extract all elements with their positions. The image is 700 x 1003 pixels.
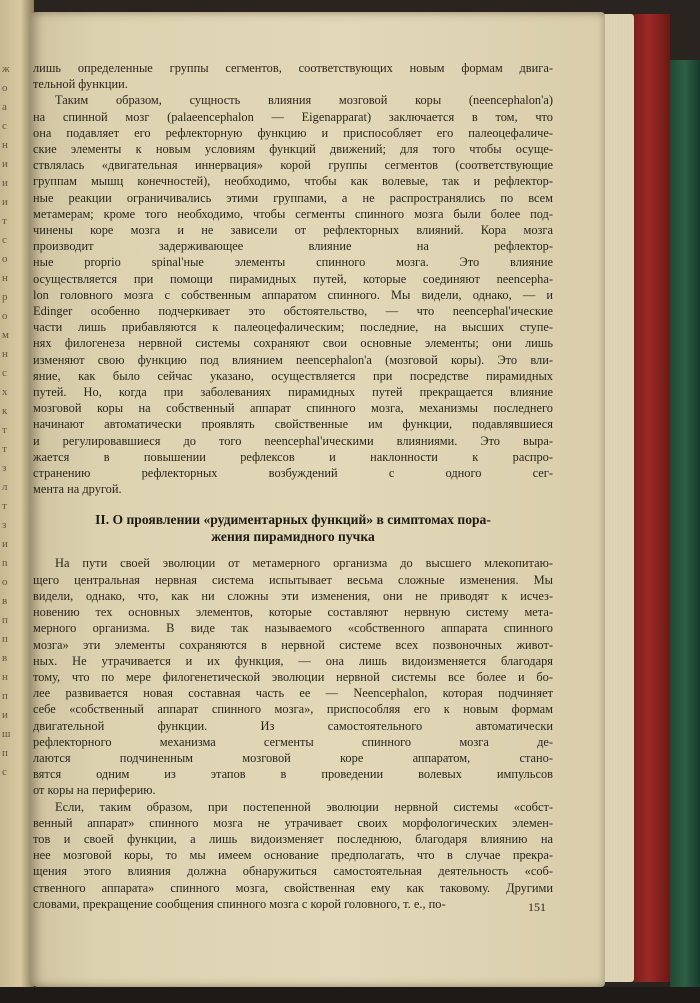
text-line: чинены коре мозга и не зависели от рефлекторных влияний. Кора мозга [33, 223, 553, 238]
text-line: новению тех основных элементов, которые составляют нервную систему мета- [33, 605, 553, 620]
text-line: двигательной функции. Из самостоятельного автоматически [33, 718, 553, 733]
text-line: нях филогенеза нервной системы сохраняют свои основные элементы; они лишь [33, 336, 553, 351]
text-line: группам мышц конечностей), необходимо, чтобы как волевые, так и рефлектор- [33, 174, 553, 189]
text-line: тов и своей функции, а лишь видоизменяет последнюю, благодаря влиянию на [33, 831, 553, 846]
bottom-shadow [0, 987, 700, 1003]
left-page-margin-text: ж о а с н и и и т с о н р о м н с х к т т з л т з и n о в п п в н п и ш п с [2, 63, 11, 778]
page-text [33, 60, 553, 912]
text-line: щения этого влияния должна обнаружиться самостоятельная деятельность «соб- [33, 864, 553, 879]
text-line: она подавляет его рефлекторную функцию и приспособляет его палеоцефаличе- [33, 125, 553, 140]
text-line: ские элементы к новым условиям функций движений; для того чтобы осуще- [33, 142, 553, 157]
section-title [33, 511, 553, 545]
page-number: 151 [528, 900, 546, 914]
text-line: нее мозговой коры, то мы имеем основание предполагать, что в случае прекра- [33, 848, 553, 863]
text-line: начинают автоматически проявлять свойственные им функции, подавлявшиеся [33, 417, 553, 432]
text-line: венный аппарат» спинного мозга не утрачивает своих морфологических элемен- [33, 815, 553, 830]
text-line: ных. Не утрачивается и их функция, — она лишь видоизменяется благодаря [33, 653, 553, 668]
paragraph-4 [33, 799, 553, 912]
book-cover-red [634, 14, 670, 982]
text-line: производит задерживающее влияние на рефлектор- [33, 239, 553, 254]
text-line: от коры на периферию. [33, 783, 156, 798]
text-line: тому, что по мере филогенетической эволюции нервной системы все более и бо- [33, 669, 553, 684]
left-page-edge [0, 0, 34, 1003]
text-line: тельной функции. [33, 77, 128, 92]
text-line: странению рефлекторных возбуждений с одного сег- [33, 466, 553, 481]
text-line: Edinger особенно подчеркивает это обстоятельство, — что neencephal'ические [33, 304, 553, 319]
text-line: вятся одним из этапов в проведении волевых импульсов [33, 767, 553, 782]
text-line: Если, таким образом, при постепенной эволюции нервной системы «собст- [55, 799, 553, 814]
text-line: ные proprio spinal'ные элементы спинного мозга. Это влияние [33, 255, 553, 270]
text-line: ственного аппарата» спинного мозга, свойственная ему как таковому. Другими [33, 880, 553, 895]
text-line: ствлялась «двигательная иннервация» корой группы сегментов (соответствующие [33, 158, 553, 173]
text-line: части лишь прибавляются к палеоцефалическим; последние, на высших ступе- [33, 320, 553, 335]
text-line: изменяют свою функцию под влиянием neencephalon'a (мозговой коры). Это вли- [33, 352, 553, 367]
text-line: мента на другой. [33, 482, 122, 497]
text-line: лее развивается новая составная часть ее — Neencephalon, которая подчиняет [33, 686, 553, 701]
paragraph-3 [33, 555, 553, 798]
section-title-line-2: жения пирамидного пучка [211, 529, 375, 545]
text-line: щего центральная нервная система испытывает весьма сложные изменения. Мы [33, 572, 553, 587]
page-block-edges [604, 14, 634, 982]
section-title-line-1: II. О проявлении «рудиментарных функций» в симптомах пора- [95, 512, 491, 528]
text-line: и регулировавшиеся до того neencephal'ическими влияниями. Это выра- [33, 433, 553, 448]
text-line: жается в повышении рефлексов и наклонности к распро- [33, 449, 553, 464]
text-line: видели, однако, что, как ни сложны эти изменения, они не приводят к исчез- [33, 588, 553, 603]
text-line: словами, прекращение сообщения спинного мозга с корой головного, т. е., по- [33, 896, 446, 911]
text-line: лаются подчиненным мозговой коре аппаратом, стано- [33, 750, 553, 765]
paragraph-2 [33, 92, 553, 497]
text-line: мозга» эти элементы сохраняются в нервной системе всех позвоночных живот- [33, 637, 553, 652]
text-line: яние, как было сейчас указано, осуществляется при посредстве пирамидных [33, 368, 553, 383]
text-line: себе «собственный аппарат спинного мозга», приспособляя его к новым формам [33, 702, 553, 717]
paragraph-1 [33, 60, 553, 92]
text-line: Таким образом, сущность влияния мозговой коры (neencephalon'a) [55, 93, 553, 108]
text-line: мерного организма. В виде так называемого «собственного аппарата спинного [33, 621, 553, 636]
text-line: мозговой коры на собственный аппарат спинного мозга, механизмы последнего [33, 401, 553, 416]
text-line: lon головного мозга с собственным аппаратом спинного. Мы видели, однако, — и [33, 287, 553, 302]
text-line: на спинной мозг (palaeencephalon — Eigenapparat) заключается в том, что [33, 109, 553, 124]
text-line: осуществляется при помощи пирамидных путей, которые соединяют neencepha- [33, 271, 553, 286]
text-line: На пути своей эволюции от метамерного организма до высшего млекопитаю- [55, 556, 553, 571]
text-line: метамерам; кроме того необходимо, чтобы сегменты спинного мозга были более под- [33, 206, 553, 221]
book-cover-green [670, 60, 700, 990]
text-line: ные реакции ограничивались этими группами, а не распространялись по всем [33, 190, 553, 205]
text-line: лишь определенные группы сегментов, соответствующих новым формам двига- [33, 61, 553, 75]
text-line: путей. Но, когда при заболеваниях пирамидных путей прекращается влияние [33, 385, 553, 400]
text-line: рефлекторного механизма сегменты спинного мозга де- [33, 734, 553, 749]
